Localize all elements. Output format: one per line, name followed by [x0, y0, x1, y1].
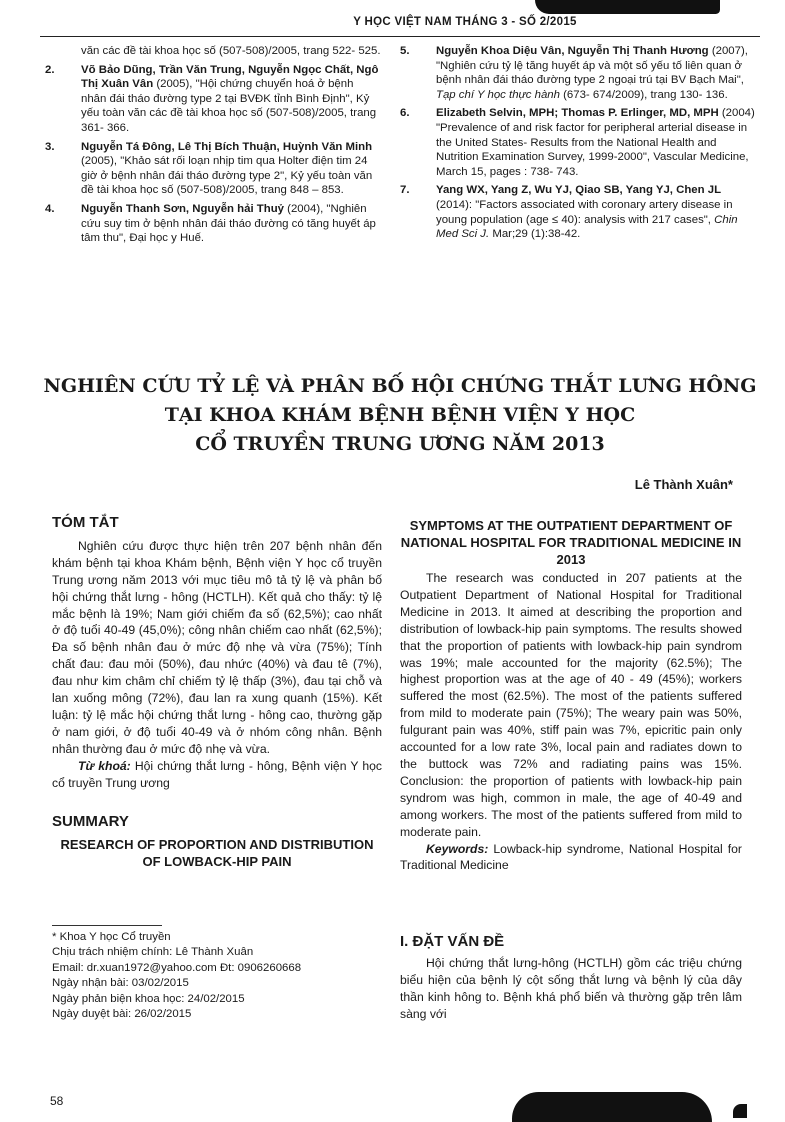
reference-text: (2005), "Khảo sát rối loạn nhịp tim qua Holter điện tim 24 giờ ở bệnh nhân đái tháo đường type 2", Kỷ yếu toàn văn đề tài khoa học số (507-508)/2005, trang 848 – 853. — [81, 155, 373, 197]
section-introduction — [400, 932, 742, 1023]
reference-number: 3. — [45, 140, 55, 153]
reference-item — [45, 44, 381, 59]
footnote-line: Email: dr.xuan1972@yahoo.com Đt: 0906260668 — [52, 961, 302, 974]
keywords-text: Lowback-hip syndrome, National Hospital for Traditional Medicine — [400, 841, 742, 873]
reference-text: (2004), "Nghiên cứu suy tim ở bệnh nhân đái tháo đường có tăng huyết áp tâm thu", Đại học y Huế. — [81, 202, 376, 245]
left-column — [52, 513, 382, 872]
reference-item — [400, 44, 760, 102]
reference-text: (2004) "Prevalence of and risk factor for peripheral arterial disease in the United States- Results from the National Health and Nutrition Examination Survey, 1999-2000", Vascular Medicine, March 15, pages : 738- 743. — [436, 107, 755, 178]
keywords-label: Từ khoá: — [78, 758, 131, 773]
reference-text: (2005), "Hội chứng chuyển hoá ở bệnh nhân đái tháo đường type 2 tại BVĐK tỉnh Bình Định", Kỷ yếu toàn văn các đề tài khoa học số (507-508)/2005, trang 361- 366. — [81, 78, 377, 134]
reference-authors: Nguyễn Khoa Diệu Vân, Nguyễn Thị Thanh Hương — [436, 45, 709, 57]
reference-authors: Nguyễn Thanh Sơn, Nguyễn hải Thuỷ — [81, 202, 285, 215]
header-rule — [40, 36, 760, 37]
reference-journal: Chin Med Sci J. — [436, 213, 738, 241]
article-title — [40, 372, 760, 459]
footnote-line: Ngày nhận bài: 03/02/2015 — [52, 977, 189, 990]
references-left — [45, 44, 381, 250]
footnote-line: Ngày duyệt bài: 26/02/2015 — [52, 1008, 192, 1021]
running-header: Y HỌC VIỆT NAM THÁNG 3 - SỐ 2/2015 — [353, 16, 577, 28]
reference-text: (2014): "Factors associated with coronary artery disease in young population (age ≤ 40): analysis with 217 cases", — [436, 198, 733, 226]
article-author: Lê Thành Xuân* — [634, 477, 733, 492]
reference-text: văn các đề tài khoa học số (507-508)/2005, trang 522- 525. — [81, 45, 381, 57]
reference-item — [45, 202, 381, 246]
reference-number: 7. — [400, 184, 410, 197]
right-column — [400, 517, 742, 874]
references-right — [400, 44, 760, 246]
summary-body: The research was conducted in 207 patients at the Outpatient Department of National Hospital for Traditional Medicine in 2013. It aimed at describing the proportion and distribution of lowback-hip pain symptoms. The results showed that the proportion of patients with lowback-hip pain syndrom was 19%; male accounted for the majority (62.5%); The highest proportion was at the age of 40 - 49 (45%); workers suffered the most (62.5%). The most of the patients suffered from mild to moderate pain (75%); The weary pain was 50%, fulgurant pain was 40%, stiff pain was 7%, epicritic pain only accounted for a low rate 3%, local pain and radiates down to the buttock was 72% and radiating pains was 15%. Conclusion: the proportion of patients with lowback-hip pain syndrom was high, common in male, the age of 40-49 and among workers. The most of the patients suffered from mild to moderate pain. — [400, 571, 742, 839]
footnotes — [52, 930, 372, 1022]
keywords-text: Hội chứng thắt lưng - hông, Bệnh viện Y học cổ truyền Trung ương — [52, 758, 382, 790]
reference-journal: Tạp chí Y học thực hành — [436, 88, 560, 101]
abstract-keywords — [52, 758, 382, 792]
reference-number: 5. — [400, 45, 410, 57]
reference-authors: Nguyễn Tá Đông, Lê Thị Bích Thuận, Huỳnh Văn Minh — [81, 140, 373, 153]
reference-authors: Võ Bảo Dũng, Trần Văn Trung, Nguyễn Ngọc Chất, Ngô Thị Xuân Vân — [81, 63, 379, 91]
english-title-part1: RESEARCH OF PROPORTION AND DISTRIBUTION OF LOWBACK-HIP PAIN — [60, 837, 374, 870]
section-heading: I. ĐẶT VẤN ĐỀ — [400, 933, 505, 950]
reference-number: 4. — [45, 202, 55, 215]
reference-tail: (673- 674/2009), trang 130- 136. — [559, 88, 728, 101]
reference-number: 2. — [45, 63, 55, 76]
page-number: 58 — [50, 1094, 64, 1108]
reference-item — [45, 140, 381, 198]
title-line: CỔ TRUYỀN TRUNG ƯƠNG NĂM 2013 — [195, 433, 605, 455]
scan-artifact-bottom — [512, 1092, 712, 1122]
reference-item — [400, 106, 760, 179]
english-title-part2: SYMPTOMS AT THE OUTPATIENT DEPARTMENT OF NATIONAL HOSPITAL FOR TRADITIONAL MEDICINE IN 2013 — [400, 518, 742, 567]
scan-artifact-corner — [733, 1104, 747, 1118]
footnote-line: Chịu trách nhiệm chính: Lê Thành Xuân — [52, 946, 254, 959]
footnote-rule — [52, 925, 162, 926]
reference-item — [45, 63, 381, 136]
reference-item — [400, 183, 760, 241]
reference-tail: Mar;29 (1):38-42. — [489, 228, 581, 241]
reference-text: (2007), "Nghiên cứu tỷ lệ tăng huyết áp và một số yếu tố liên quan ở bệnh nhân đái tháo đường type 2 ngoại trú tại BV Bạch Mai", — [436, 45, 748, 87]
keywords-label: Keywords: — [426, 841, 489, 856]
section-body: Hội chứng thắt lưng-hông (HCTLH) gồm các triệu chứng biểu hiện của bệnh lý cột sống thắt lưng và bệnh lý của dây thần kinh hông to. Bệnh khá phổ biến và thường gặp trên lâm sàng với — [400, 955, 742, 1021]
scan-artifact-top — [535, 0, 720, 14]
title-line: TẠI KHOA KHÁM BỆNH BỆNH VIỆN Y HỌC — [164, 404, 636, 426]
footnote-line: * Khoa Y học Cổ truyền — [52, 931, 171, 943]
reference-authors: Yang WX, Yang Z, Wu YJ, Qiao SB, Yang YJ, Chen JL — [436, 184, 722, 197]
summary-heading: SUMMARY — [52, 812, 129, 830]
reference-number: 6. — [400, 107, 410, 120]
reference-authors: Elizabeth Selvin, MPH; Thomas P. Erlinger, MD, MPH — [436, 107, 719, 120]
abstract-body: Nghiên cứu được thực hiện trên 207 bệnh nhân đến khám bệnh tại khoa Khám bệnh, Bệnh viện Y học cổ truyền Trung ương năm 2013 với mục tiêu mô tả tỷ lệ và phân bố hội chứng thắt lưng - hông (HCTLH). Kết quả cho thấy: tỷ lệ mắc bệnh là 19%; Nam giới chiếm đa số (62,5%); cao nhất ở độ tuổi 40-49 (45,0%); công nhân chiếm cao nhất (62,5%); Đa số bệnh nhân đau ở mức độ nhẹ và vừa (75%); Tính chất đau: đau mỏi (50%), đau nhức (40%) và đau tê (7%), đau như kim châm chỉ chiếm tỷ lệ thấp (3%), đau tại chỗ và lan xuống mông (72%), đau lan ra xung quanh (15%). Kết luận: tỷ lệ mắc hội chứng thắt lưng - hông cao, thường gặp ở nam giới, ở độ tuổi 40-49 và ở nhóm công nhân. Bệnh nhân thường đau ở mức độ nhẹ và vừa. — [52, 538, 382, 756]
summary-keywords — [400, 841, 742, 875]
footnote-line: Ngày phản biện khoa học: 24/02/2015 — [52, 992, 245, 1005]
abstract-heading: TÓM TẮT — [52, 514, 119, 531]
title-line: NGHIÊN CỨU TỶ LỆ VÀ PHÂN BỐ HỘI CHỨNG THẮT LƯNG HÔNG — [43, 375, 757, 397]
